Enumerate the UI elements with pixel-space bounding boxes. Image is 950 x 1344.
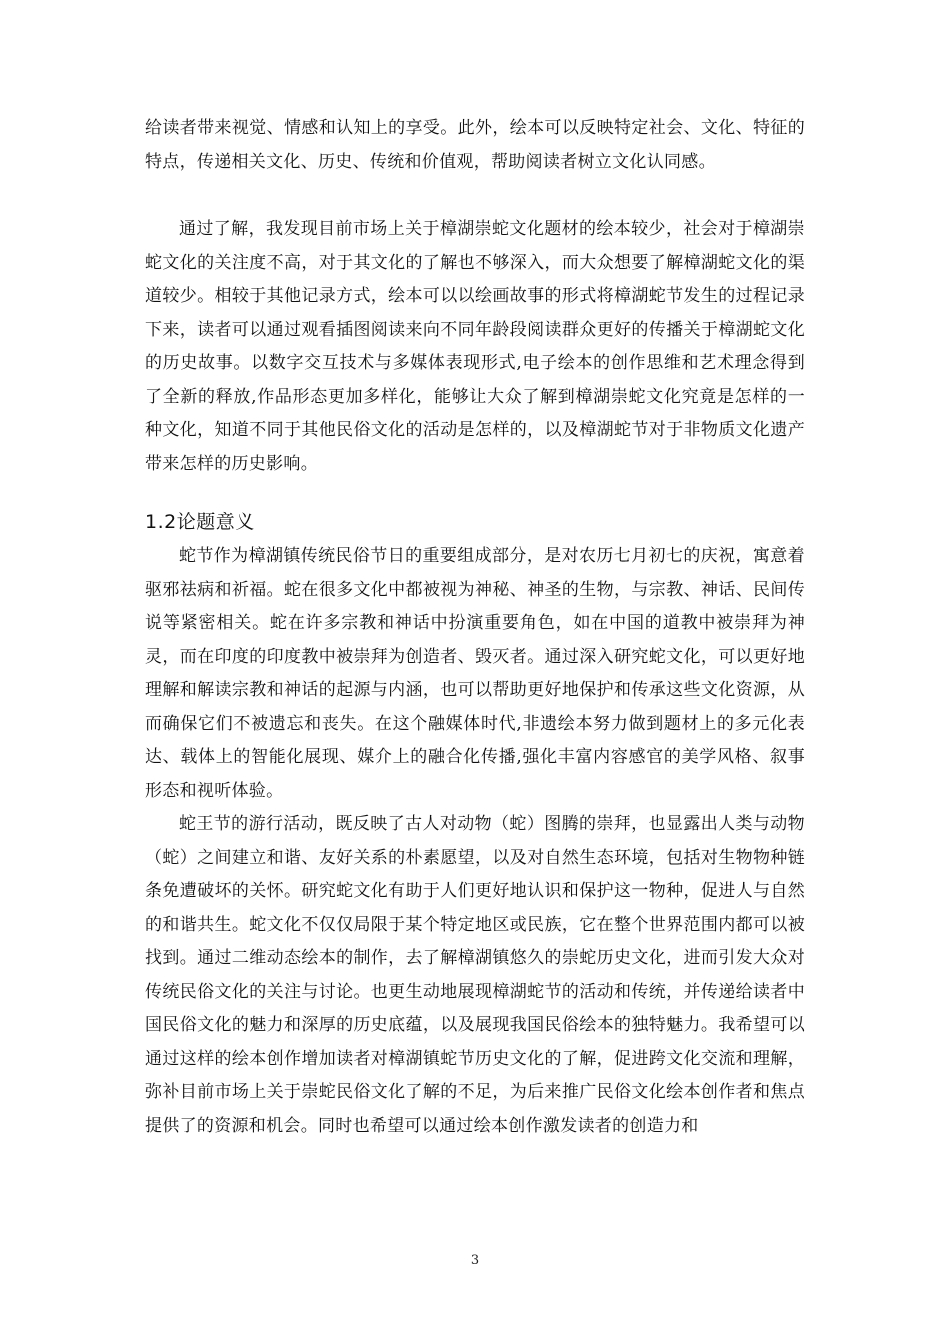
intro-paragraph-1: 给读者带来视觉、情感和认知上的享受。此外，绘本可以反映特定社会、文化、特征的特点，传递相关文化、历史、传统和价值观，帮助阅读者树立文化认同感。 <box>145 118 805 172</box>
section-paragraph-1: 蛇节作为樟湖镇传统民俗节日的重要组成部分，是对农历七月初七的庆祝，寓意着驱邪祛病和祈福。蛇在很多文化中都被视为神秘、神圣的生物，与宗教、神话、民间传说等紧密相关。蛇在许多宗教和神话中扮演重要角色，如在中国的道教中被崇拜为神灵，而在印度的印度教中被崇拜为创造者、毁灭者。通过深入研究蛇文化，可以更好地理解和解读宗教和神话的起源与内涵，也可以帮助更好地保护和传承这些文化资源，从而确保它们不被遗忘和丧失。在这个融媒体时代,非遗绘本努力做到题材上的多元化表达、载体上的智能化展现、媒介上的融合化传播,强化丰富内容感官的美学风格、叙事形态和视听体验。 <box>145 546 805 801</box>
page-number: 3 <box>470 1253 480 1268</box>
page-body <box>145 112 805 1143</box>
section-paragraph-2: 蛇王节的游行活动，既反映了古人对动物（蛇）图腾的崇拜，也显露出人类与动物（蛇）之间建立和谐、友好关系的朴素愿望，以及对自然生态环境，包括对生物物种链条免遭破坏的关怀。研究蛇文化有助于人们更好地认识和保护这一物种，促进人与自然的和谐共生。蛇文化不仅仅局限于某个特定地区或民族，它在整个世界范围内都可以被找到。通过二维动态绘本的制作，去了解樟湖镇悠久的崇蛇历史文化，进而引发大众对传统民俗文化的关注与讨论。也更生动地展现樟湖蛇节的活动和传统，并传递给读者中国民俗文化的魅力和深厚的历史底蕴，以及展现我国民俗绘本的独特魅力。我希望可以通过这样的绘本创作增加读者对樟湖镇蛇节历史文化的了解，促进跨文化交流和理解，弥补目前市场上关于崇蛇民俗文化了解的不足，为后来推广民俗文化绘本创作者和焦点提供了的资源和机会。同时也希望可以通过绘本创作激发读者的创造力和 <box>145 814 805 1136</box>
section-heading: 1.2论题意义 <box>145 511 255 533</box>
intro-paragraph-2: 通过了解，我发现目前市场上关于樟湖崇蛇文化题材的绘本较少，社会对于樟湖崇蛇文化的关注度不高，对于其文化的了解也不够深入，而大众想要了解樟湖蛇文化的渠道较少。相较于其他记录方式，绘本可以以绘画故事的形式将樟湖蛇节发生的过程记录下来，读者可以通过观看插图阅读来向不同年龄段阅读群众更好的传播关于樟湖蛇文化的历史故事。以数字交互技术与多媒体表现形式,电子绘本的创作思维和艺术理念得到了全新的释放,作品形态更加多样化，能够让大众了解到樟湖崇蛇文化究竟是怎样的一种文化，知道不同于其他民俗文化的活动是怎样的，以及樟湖蛇节对于非物质文化遗产带来怎样的历史影响。 <box>145 219 805 474</box>
